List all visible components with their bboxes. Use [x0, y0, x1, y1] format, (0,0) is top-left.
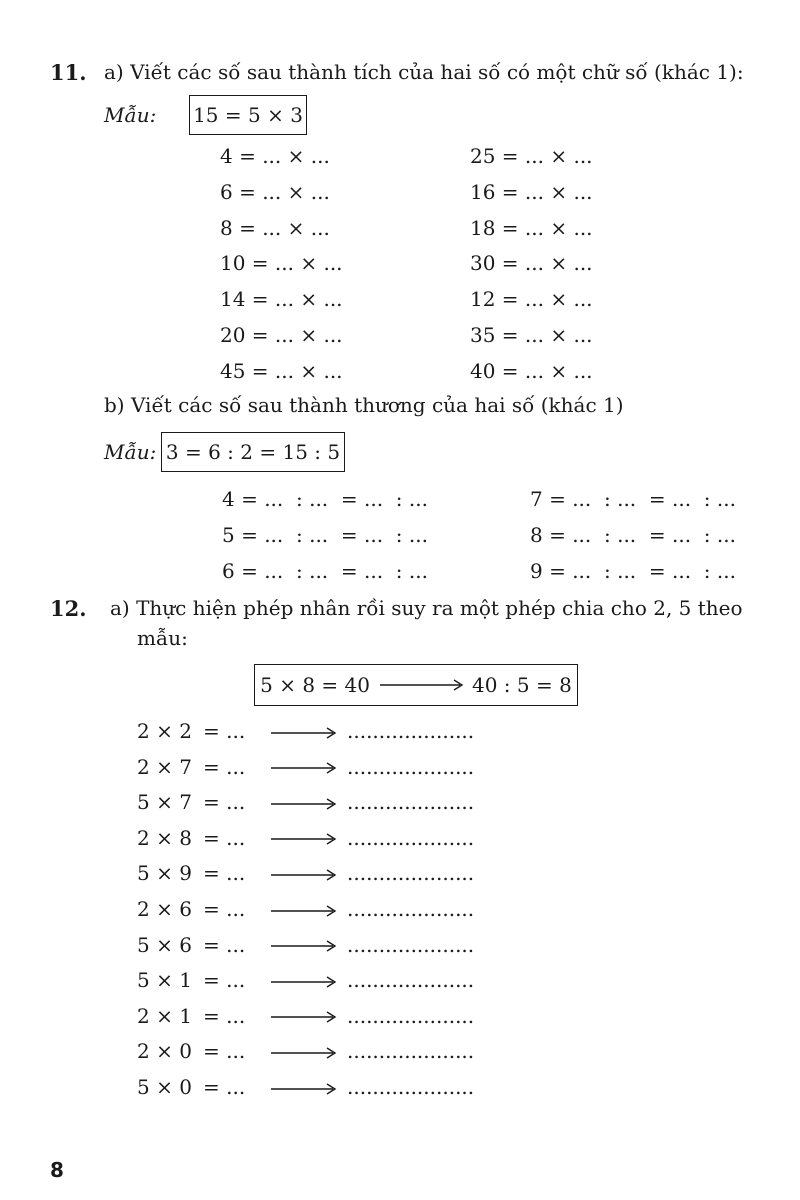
multiplication-row — [137, 1001, 474, 1031]
row-expression: 2 × 8 — [137, 825, 192, 850]
arrow-right-icon — [269, 939, 339, 953]
arrow-right-icon — [269, 904, 339, 918]
expression-row: 6 = ... : ... = ... : ... — [222, 559, 428, 583]
exercise-12a-prompt-line1: a) Thực hiện phép nhân rồi suy ra một phép chia cho 2, 5 theo — [110, 596, 743, 620]
row-answer-blank: .................... — [347, 861, 475, 886]
row-equals: = ... — [203, 825, 246, 850]
expression-row: 8 = ... × ... — [220, 215, 330, 240]
multiplication-row — [137, 716, 474, 746]
expression-row: 20 = ... × ... — [220, 323, 343, 347]
row-answer-blank: .................... — [347, 932, 475, 957]
expression-row: 16 = ... × ... — [470, 179, 593, 204]
arrow-right-icon — [269, 761, 339, 775]
row-expression: 2 × 2 — [137, 719, 192, 743]
example-a-text: 15 = 5 × 3 — [193, 103, 303, 127]
multiplication-row — [137, 1036, 474, 1066]
mau-label-b: Mẫu: — [104, 440, 157, 464]
row-answer-blank: .................... — [347, 1003, 475, 1028]
expression-row: 14 = ... × ... — [220, 287, 343, 312]
multiplication-row — [137, 752, 474, 782]
expression-row: 12 = ... × ... — [470, 287, 593, 312]
arrow-right-icon — [269, 868, 339, 882]
expression-row: 10 = ... × ... — [220, 251, 343, 276]
example-box-b — [161, 432, 345, 472]
exercise-11b-prompt: b) Viết các số sau thành thương của hai số (khác 1) — [104, 393, 624, 417]
expression-row: 7 = ... : ... = ... : ... — [530, 487, 736, 511]
row-equals: = ... — [203, 1039, 246, 1064]
row-expression: 2 × 6 — [137, 897, 192, 921]
row-equals: = ... — [203, 1075, 246, 1099]
row-expression: 2 × 1 — [137, 1003, 192, 1028]
arrow-right-icon — [269, 797, 339, 811]
row-equals: = ... — [203, 790, 246, 815]
row-answer-blank: .................... — [347, 968, 475, 993]
row-answer-blank: .................... — [347, 1039, 475, 1064]
expression-row: 35 = ... × ... — [470, 323, 593, 347]
multiplication-row — [137, 1072, 474, 1102]
expression-row: 5 = ... : ... = ... : ... — [222, 523, 428, 547]
row-equals: = ... — [203, 719, 246, 743]
row-expression: 2 × 0 — [137, 1039, 192, 1064]
expression-row: 4 = ... × ... — [220, 144, 330, 168]
expression-row: 45 = ... × ... — [220, 358, 343, 383]
example-box-a — [189, 95, 307, 135]
page-number: 8 — [50, 1158, 64, 1182]
row-equals: = ... — [203, 968, 246, 993]
arrow-right-icon — [269, 1046, 339, 1060]
row-expression: 2 × 7 — [137, 754, 192, 779]
row-expression: 5 × 9 — [137, 861, 192, 886]
row-answer-blank: .................... — [347, 790, 475, 815]
arrow-right-icon — [269, 1082, 339, 1096]
row-answer-blank: .................... — [347, 1075, 475, 1099]
row-equals: = ... — [203, 897, 246, 921]
row-expression: 5 × 6 — [137, 932, 192, 957]
exercise-12-number: 12. — [50, 596, 87, 621]
multiplication-row — [137, 823, 474, 853]
row-answer-blank: .................... — [347, 897, 475, 921]
row-equals: = ... — [203, 1003, 246, 1028]
arrow-right-icon — [269, 975, 339, 989]
row-equals: = ... — [203, 754, 246, 779]
row-equals: = ... — [203, 861, 246, 886]
row-answer-blank: .................... — [347, 754, 475, 779]
mau-label-a: Mẫu: — [104, 103, 157, 127]
row-expression: 5 × 0 — [137, 1075, 192, 1099]
expression-row: 9 = ... : ... = ... : ... — [530, 559, 736, 583]
row-equals: = ... — [203, 932, 246, 957]
multiplication-row — [137, 965, 474, 995]
expression-row: 6 = ... × ... — [220, 179, 330, 204]
example-12-left: 5 × 8 = 40 — [260, 673, 370, 697]
row-expression: 5 × 1 — [137, 968, 192, 993]
exercise-11-number: 11. — [50, 60, 87, 85]
multiplication-row — [137, 930, 474, 960]
example-12-right: 40 : 5 = 8 — [472, 673, 572, 697]
example-b-text: 3 = 6 : 2 = 15 : 5 — [165, 440, 341, 464]
row-expression: 5 × 7 — [137, 790, 192, 815]
expression-row: 4 = ... : ... = ... : ... — [222, 487, 428, 511]
row-answer-blank: .................... — [347, 719, 475, 743]
expression-row: 18 = ... × ... — [470, 215, 593, 240]
expression-row: 30 = ... × ... — [470, 251, 593, 276]
example-box-12 — [254, 664, 578, 706]
row-answer-blank: .................... — [347, 825, 475, 850]
arrow-right-icon — [269, 726, 339, 740]
multiplication-row — [137, 787, 474, 817]
expression-row: 25 = ... × ... — [470, 144, 593, 168]
exercise-12a-prompt-line2: mẫu: — [137, 626, 188, 650]
arrow-right-icon — [269, 832, 339, 846]
exercise-11a-prompt: a) Viết các số sau thành tích của hai số có một chữ số (khác 1): — [104, 60, 744, 84]
expression-row: 8 = ... : ... = ... : ... — [530, 523, 736, 547]
expression-row: 40 = ... × ... — [470, 358, 593, 383]
arrow-right-icon — [269, 1010, 339, 1024]
multiplication-row — [137, 858, 474, 888]
arrow-right-icon — [376, 678, 466, 692]
multiplication-row — [137, 894, 474, 924]
